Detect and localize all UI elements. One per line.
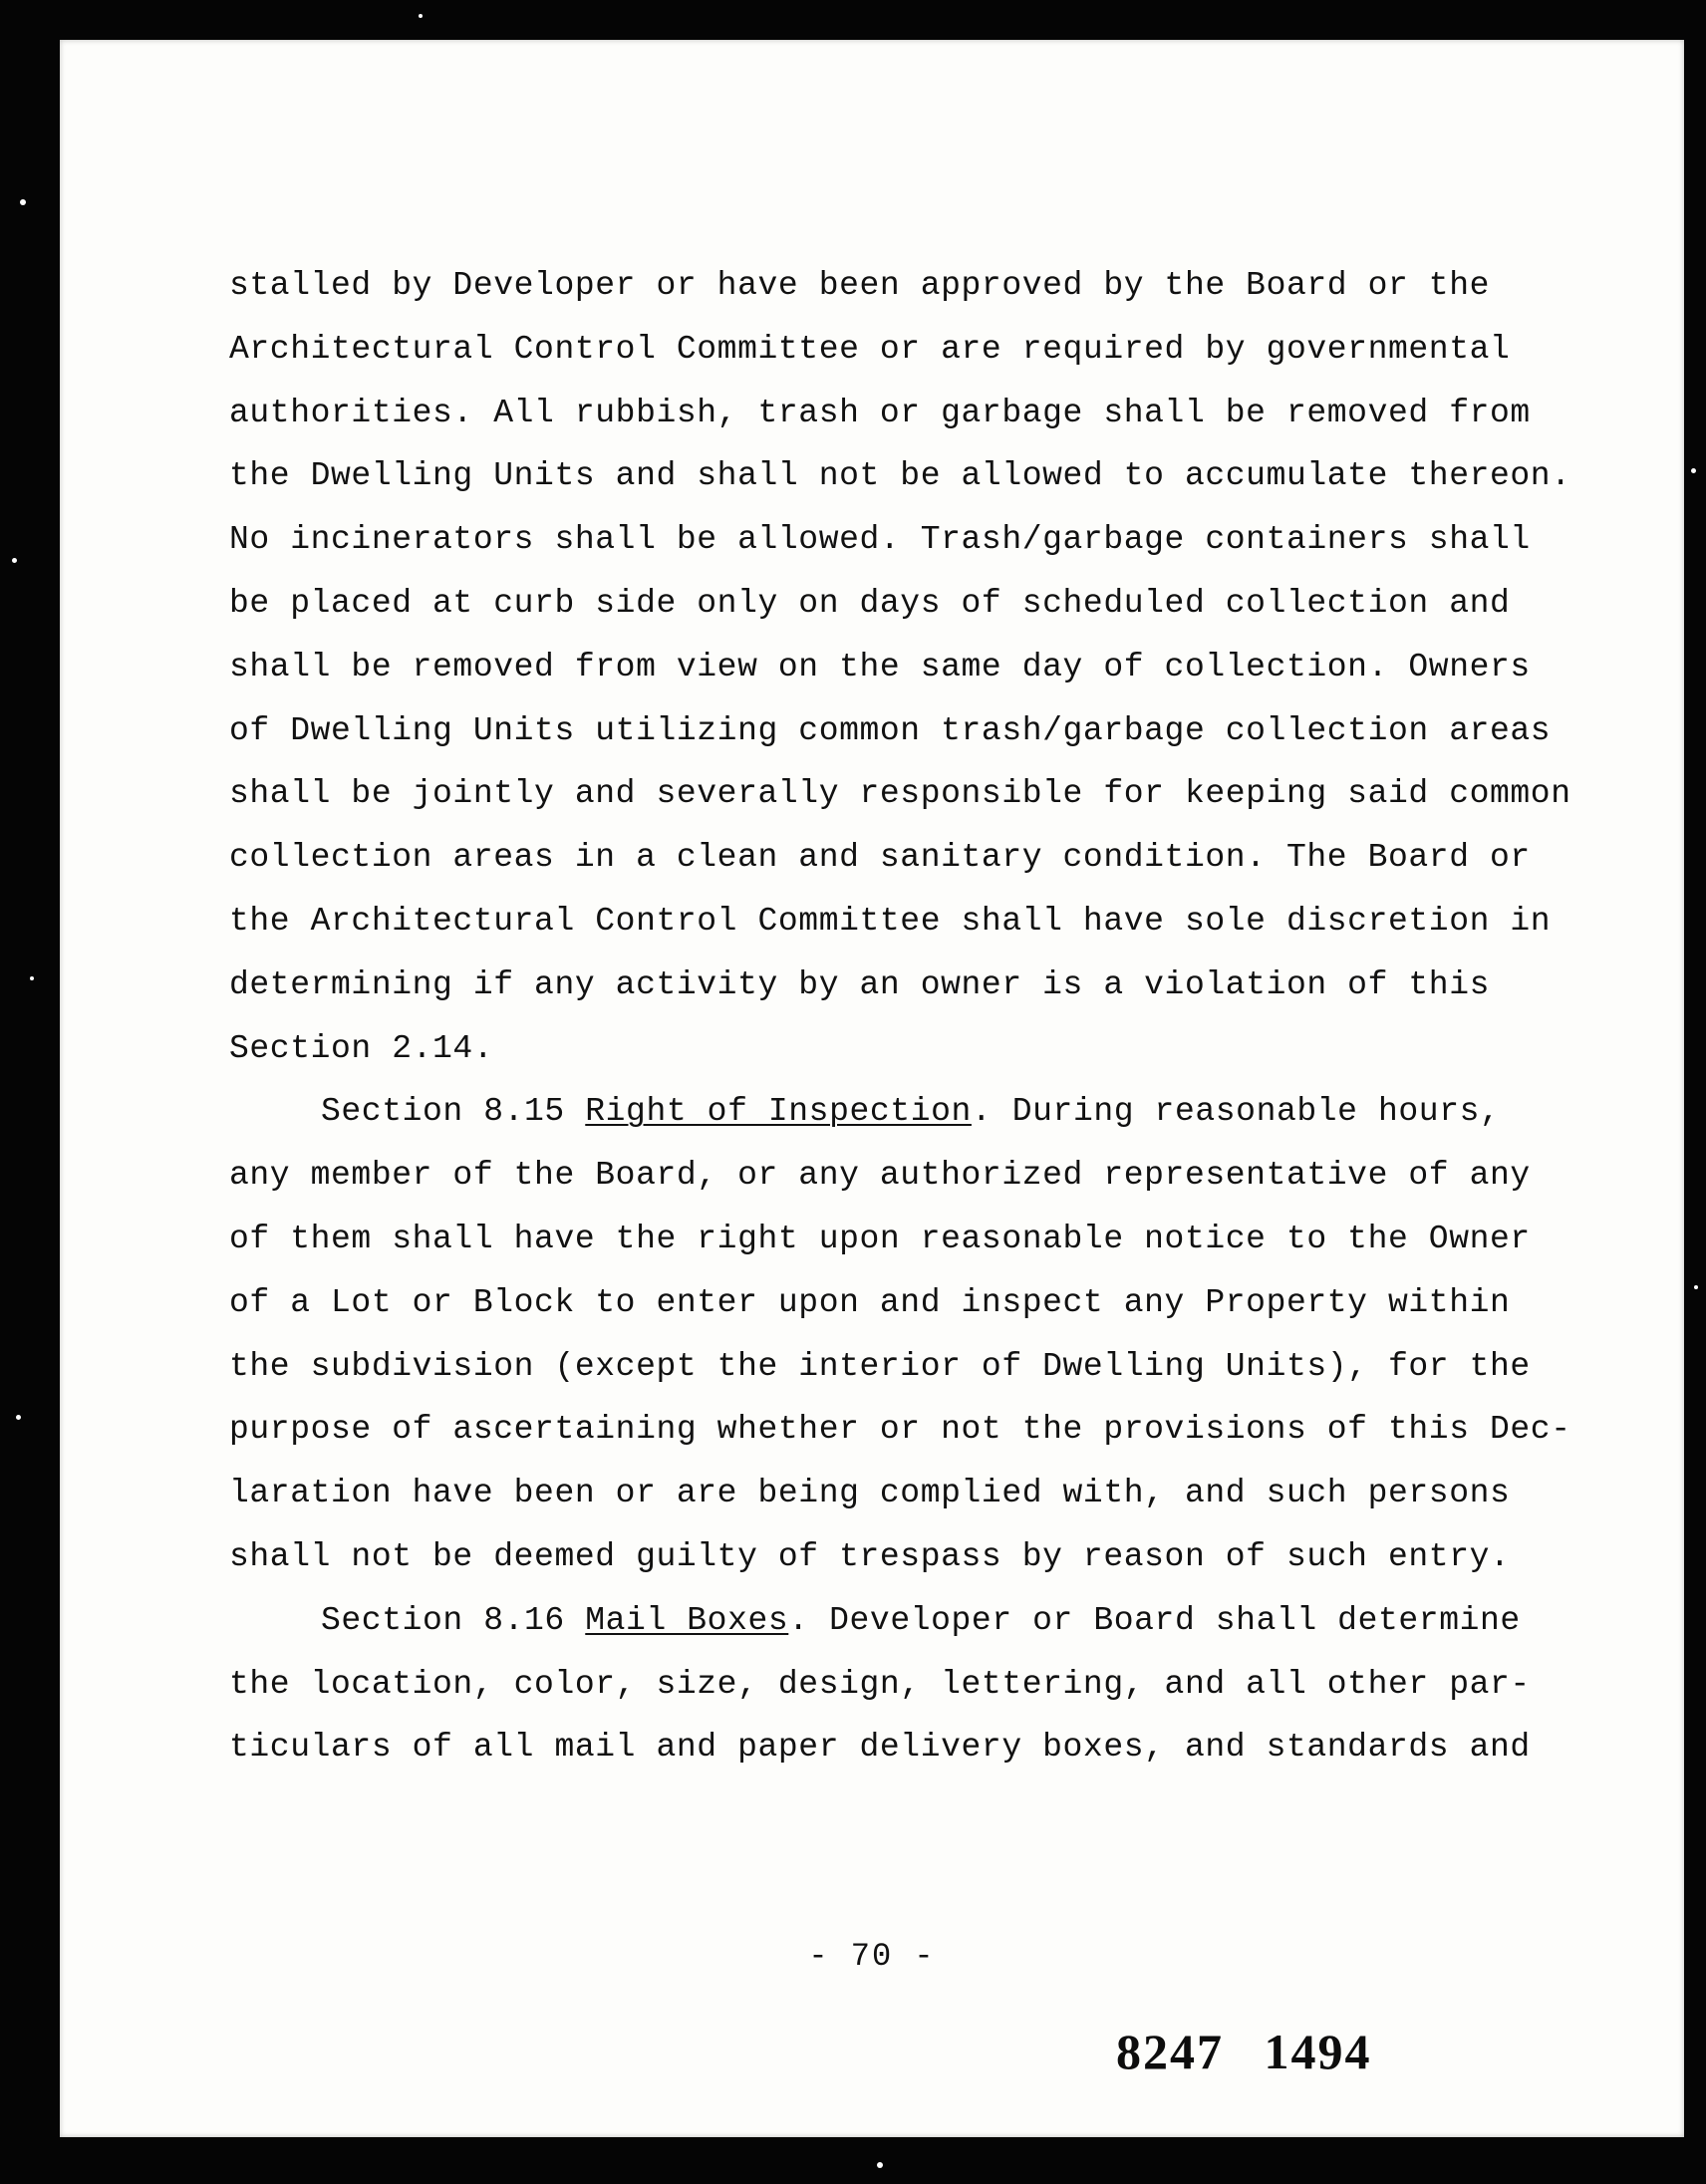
text-line: be placed at curb side only on days of scheduled collection and [229,584,1511,622]
scan-speck [30,976,34,980]
paragraph-trash-rules [229,254,1594,1080]
text-line: authorities. All rubbish, trash or garbage shall be removed from [229,394,1531,431]
text-line: Architectural Control Committee or are required by governmental [229,330,1511,368]
text-line: purpose of ascertaining whether or not the provisions of this Dec- [229,1411,1571,1449]
section-8-15-first-line: . During reasonable hours, [971,1093,1501,1131]
text-line: the Architectural Control Committee shall have sole discretion in [229,902,1552,940]
text-line: collection areas in a clean and sanitary condition. The Board or [229,839,1531,877]
section-8-15-title: Right of Inspection [585,1093,972,1131]
text-line: of Dwelling Units utilizing common trash/garbage collection areas [229,711,1552,749]
scan-speck [1691,468,1696,473]
text-line: of them shall have the right upon reasonable notice to the Owner [229,1220,1531,1257]
text-line: ticulars of all mail and paper delivery boxes, and standards and [229,1729,1531,1767]
section-8-16-number: Section 8.16 [321,1601,565,1639]
recording-stamp: 8247 1494 [1116,2024,1372,2079]
page-number: - 70 - [808,1938,936,1975]
scan-speck [16,1415,21,1420]
text-line: No incinerators shall be allowed. Trash/garbage containers shall [229,521,1531,559]
text-line: the Dwelling Units and shall not be allowed to accumulate thereon. [229,457,1571,495]
document-page [60,40,1684,2137]
text-line: the subdivision (except the interior of Dwelling Units), for the [229,1347,1531,1385]
text-line: shall be removed from view on the same day of collection. Owners [229,648,1531,685]
text-line: any member of the Board, or any authorized representative of any [229,1157,1531,1195]
body-text [229,254,1594,1779]
scan-speck [12,558,17,563]
text-line: Section 2.14. [229,1029,494,1067]
text-line: laration have been or are being complied with, and such persons [229,1475,1511,1512]
text-line: determining if any activity by an owner is a violation of this [229,965,1490,1003]
scan-speck [877,2162,883,2168]
section-8-15-number: Section 8.15 [321,1093,565,1131]
scan-speck [1694,1285,1698,1289]
section-8-15-body [229,1144,1594,1589]
section-8-16-first-line: . Developer or Board shall determine [788,1601,1521,1639]
scan-speck [20,199,26,205]
text-line: the location, color, size, design, lettering, and all other par- [229,1665,1531,1703]
text-line: of a Lot or Block to enter upon and inspect any Property within [229,1283,1511,1321]
section-8-16-heading-line [229,1589,1594,1653]
text-line: stalled by Developer or have been approved by the Board or the [229,267,1490,304]
section-8-15-heading-line [229,1080,1594,1144]
section-8-16-body [229,1653,1594,1780]
text-line: shall be jointly and severally responsible for keeping said common [229,775,1571,813]
section-8-16-title: Mail Boxes [585,1601,789,1639]
text-line: shall not be deemed guilty of trespass by reason of such entry. [229,1537,1511,1575]
scan-speck [419,14,423,18]
